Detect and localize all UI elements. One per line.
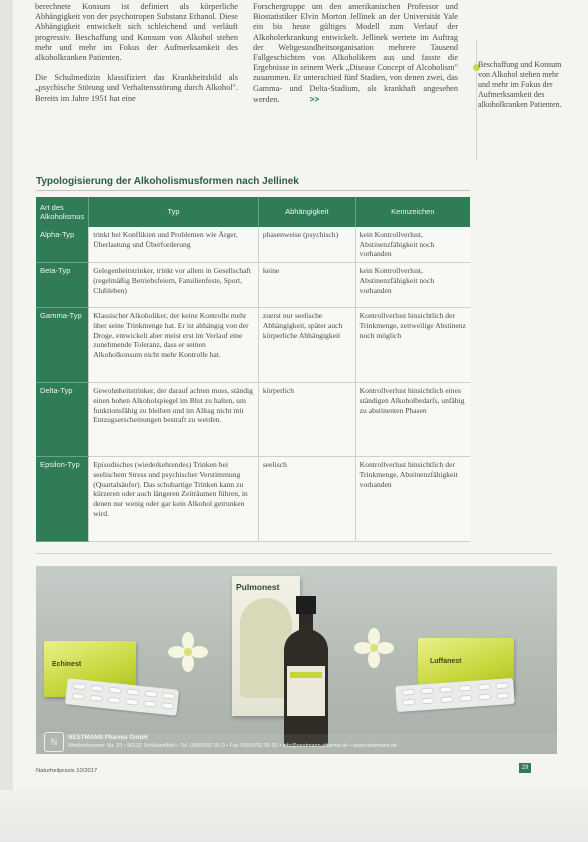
table-cell: Kontrollverlust hinsichtlich der Trinkmenge, Abstinenzfähigkeit vorhanden (355, 457, 470, 542)
table-cell: seelisch (258, 457, 355, 542)
right-package-label: Luffanest (430, 658, 462, 665)
medicine-bottle-image (280, 596, 332, 746)
article-paragraph: Forschergruppe um den amerikanischen Professor und Biostatistiker Elvin Morton Jellinek an der Universität Yale ein bis heute gültiges Modell zum Verlauf der Alkoholerkrankung entwickelt. Jellinek wertete im Auftrag der Weltgesundheitsorganisation mehrere Tausend Fallgeschichten von Alkoholikern aus und fasste die Ergebnisse in seinem Werk „Disease Concept of Alcoholism" zusammen. Er unterschied fünf Stadien, von denen zwei, das Gamma- und Delta-Stadium, als krankhaft angesehen werden. >> (253, 2, 458, 104)
table-cell: Kontrollverlust hinsichtlich eines ständigen Alkoholbedarfs, unfähig zu abstinenten Phasen (355, 383, 470, 457)
column-header-art: Art des Alkoholismus (36, 197, 89, 227)
table-cell: kein Kontrollverlust, Abstinenzfähigkeit noch vorhanden (355, 227, 470, 263)
left-scan-edge (0, 0, 13, 842)
company-logo-icon: N (44, 732, 64, 752)
company-address: Weißenbrunner Str. 33 • 96132 Schlüsselfeld • Tel. 09555/92 95-0 • Fax 09555/92 95-50 • info@nestmann-pharma.de • www.nestmann.de (68, 743, 398, 749)
table-header-row (36, 197, 470, 227)
table-row (36, 263, 470, 308)
row-type-label: Delta-Typ (36, 383, 89, 457)
pull-quote: Beschaffung und Konsum von Alkohol stehen mehr und mehr im Fokus der Aufmerksamkeit des alkoholkranken Patienten. (478, 60, 562, 109)
column-header-abhaengigkeit: Abhängigkeit (258, 197, 355, 227)
left-package-label: Echinest (52, 661, 82, 668)
row-type-label: Gamma-Typ (36, 308, 89, 383)
flower-icon-right (354, 628, 394, 668)
table-row (36, 308, 470, 383)
flower-icon-left (168, 632, 208, 672)
article-column-1 (35, 2, 238, 104)
page-number: 29 (519, 763, 531, 773)
table-cell: körperlich (258, 383, 355, 457)
table-cell: Kontrollverlust hinsichtlich der Trinkmenge, zeitweilige Abstinenz noch möglich (355, 308, 470, 383)
table-cell: Gelegenheitstrinker, trinkt vor allem in Gesellschaft (regelmäßig Betriebsfeiern, Familienfeste, Sport, Clubleben) (89, 263, 259, 308)
table-cell: Episodisches (wiederkehrendes) Trinken bei seelischem Stress und psychischer Verstimmung (Quartalsäufer). Das schubartige Trinken kann zu kürzeren oder auch längeren Zeiträumen führen, in denen nur wenig oder gar kein Alkohol getrunken wird. (89, 457, 259, 542)
table-cell: Klassischer Alkoholiker, der keine Kontrolle mehr über seine Trinkmenge hat. Er ist abhängig von der Droge, entwickelt aber meist erst im Verlauf eine zunehmende Toleranz, dass er seinen Alkoholkonsum nicht mehr Kontrolle hat. (89, 308, 259, 383)
row-type-label: Beta-Typ (36, 263, 89, 308)
advertisement-banner[interactable] (36, 566, 557, 754)
table-row (36, 457, 470, 542)
center-brand-label: Pulmonest (236, 582, 280, 592)
table-title: Typologisierung der Alkoholismusformen nach Jellinek (36, 176, 299, 187)
article-column-2 (253, 2, 458, 105)
pill-blister-left (65, 678, 179, 716)
table-row (36, 383, 470, 457)
continue-arrow-icon: >> (309, 93, 320, 104)
row-type-label: Alpha-Typ (36, 227, 89, 263)
pill-blister-right (395, 678, 515, 712)
table-cell: keine (258, 263, 355, 308)
table-cell: phasenweise (psychisch) (258, 227, 355, 263)
article-paragraph: berechnete Konsum ist definiert als körperliche Abhängigkeit von der psychotropen Substanz Ethanol. Diese Abhängigkeit entwickelt sich schleichend und verläuft progressiv. Beschaffung und Konsum von Alkohol stehen mehr und mehr im Fokus der Aufmerksamkeit des alkoholkranken Patienten. (35, 2, 238, 63)
title-divider (36, 190, 470, 191)
table-cell: trinkt bei Konflikten und Problemen wie Ärger, Überlastung und Überforderung (89, 227, 259, 263)
table-cell: kein Kontrollverlust, Abstinenzfähigkeit noch vorhanden (355, 263, 470, 308)
company-name: NESTMANN Pharma GmbH (68, 734, 148, 741)
sidebar-divider (476, 40, 477, 160)
blank-page-margin (0, 790, 588, 842)
journal-footer: Naturheilpraxis 10/2017 (36, 768, 98, 774)
table-row (36, 227, 470, 263)
table-cell: zuerst nur seelische Abhängigkeit, später auch körperliche Abhängigkeit (258, 308, 355, 383)
column-header-kennzeichen: Kennzeichen (355, 197, 470, 227)
section-divider (36, 553, 552, 554)
article-paragraph: Die Schulmedizin klassifiziert das Krankheitsbild als „psychische Störung und Verhaltensstörung durch Alkohol". Bereits im Jahre 1951 hat eine (35, 73, 238, 103)
row-type-label: Epsilon-Typ (36, 457, 89, 542)
column-header-typ: Typ (89, 197, 259, 227)
table-cell: Gewohnheitstrinker, der darauf achten muss, ständig einen hohen Alkoholspiegel im Blut zu halten, um funktionsfähig zu bleiben und im Alltag nicht mit Entzugserscheinungen bestraft zu werden. (89, 383, 259, 457)
alcoholism-table (36, 197, 470, 542)
